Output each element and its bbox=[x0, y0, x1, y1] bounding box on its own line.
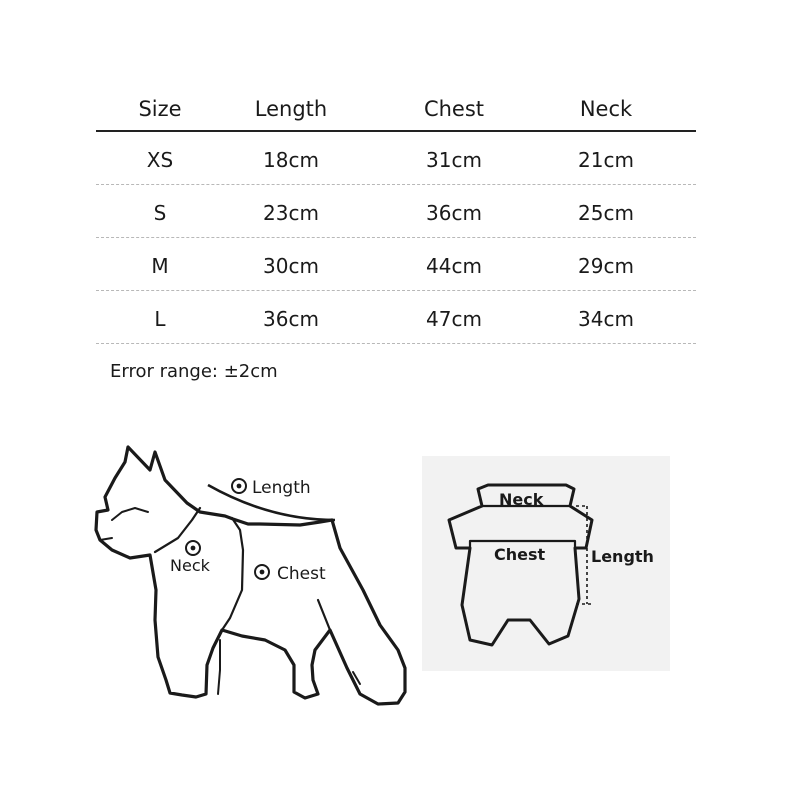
garment-neck-label: Neck bbox=[499, 490, 544, 509]
dog-length-label: Length bbox=[252, 478, 311, 498]
cell-size: S bbox=[153, 201, 167, 225]
cell-neck: 21cm bbox=[578, 148, 634, 172]
header-size: Size bbox=[138, 97, 182, 121]
cell-chest: 44cm bbox=[426, 254, 482, 278]
dog-illustration bbox=[96, 447, 405, 704]
length-marker-dot bbox=[237, 484, 242, 489]
header-chest: Chest bbox=[423, 97, 485, 121]
garment-length-label: Length bbox=[591, 547, 654, 566]
cell-chest: 31cm bbox=[426, 148, 482, 172]
cell-length: 18cm bbox=[263, 148, 319, 172]
cell-length: 30cm bbox=[263, 254, 319, 278]
dog-chest-label: Chest bbox=[277, 564, 326, 584]
cell-size: M bbox=[151, 254, 169, 278]
header-length: Length bbox=[254, 97, 328, 121]
cell-chest: 36cm bbox=[426, 201, 482, 225]
cell-size: L bbox=[154, 307, 166, 331]
cell-size: XS bbox=[146, 148, 174, 172]
error-range-note: Error range: ±2cm bbox=[110, 361, 278, 382]
header-neck: Neck bbox=[579, 97, 633, 121]
cell-length: 36cm bbox=[263, 307, 319, 331]
cell-chest: 47cm bbox=[426, 307, 482, 331]
garment-chest-label: Chest bbox=[494, 545, 546, 564]
cell-length: 23cm bbox=[263, 201, 319, 225]
cell-neck: 34cm bbox=[578, 307, 634, 331]
dog-neck-label: Neck bbox=[170, 556, 210, 575]
neck-marker-dot bbox=[191, 546, 196, 551]
cell-neck: 29cm bbox=[578, 254, 634, 278]
chest-marker-dot bbox=[260, 570, 265, 575]
cell-neck: 25cm bbox=[578, 201, 634, 225]
